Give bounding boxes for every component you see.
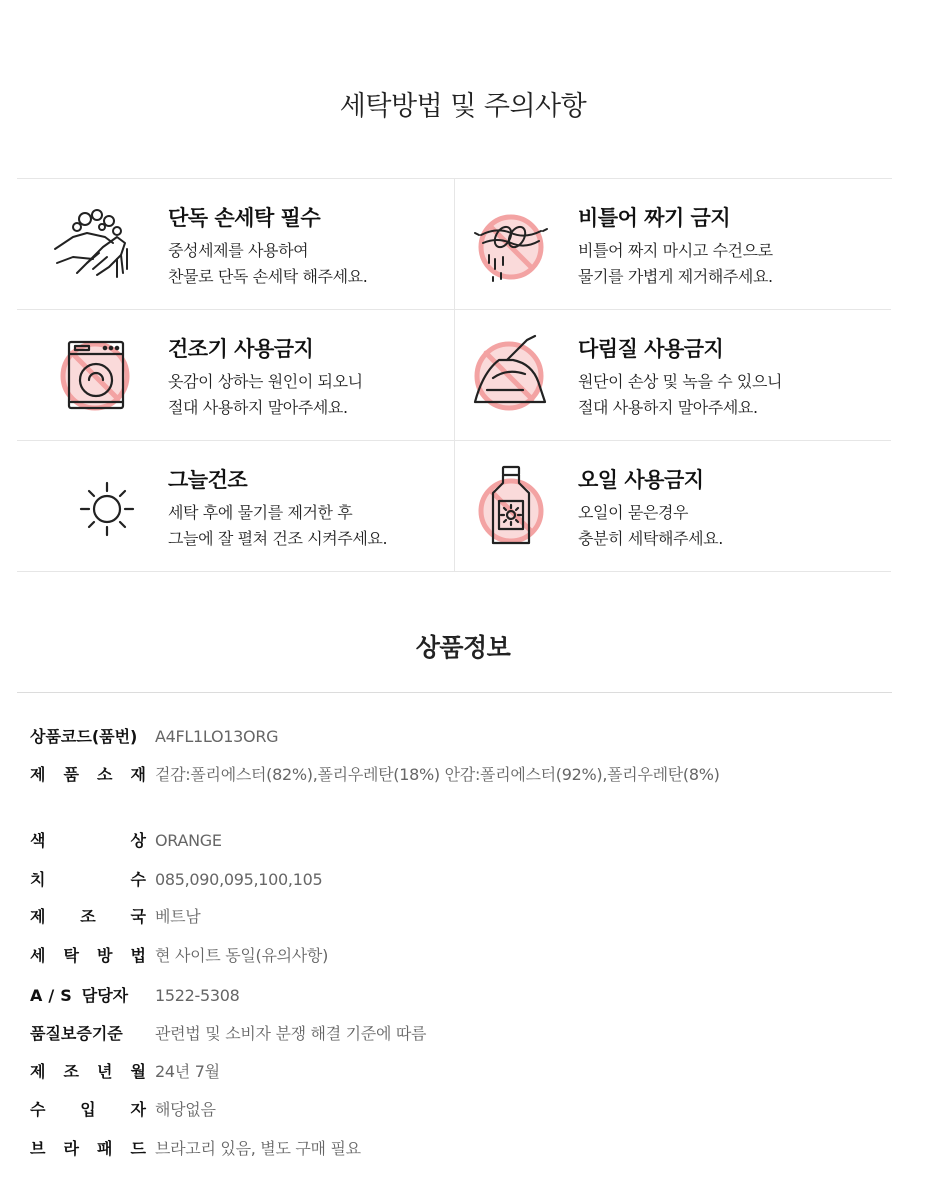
info-label-glyph: 방 [97, 946, 113, 965]
no-oil-icon [463, 459, 559, 555]
care-item-desc-line1: 원단이 손상 및 녹을 수 있으니 [578, 372, 783, 391]
info-label-glyph: 제 [30, 907, 46, 926]
info-label-glyph: 자 [130, 1100, 146, 1119]
info-label-glyph: 수 [30, 1100, 46, 1119]
info-value: 베트남 [155, 907, 201, 926]
info-label-glyph: 드 [130, 1139, 146, 1158]
care-item-heading: 단독 손세탁 필수 [168, 206, 321, 230]
info-label [30, 828, 146, 854]
info-value: 관련법 및 소비자 분쟁 해결 기준에 따름 [155, 1024, 427, 1043]
care-section-title: 세탁방법 및 주의사항 [339, 91, 587, 122]
info-label-glyph: 년 [97, 1062, 113, 1081]
care-instructions-grid [17, 178, 892, 576]
care-item-no-dryer [17, 310, 454, 441]
info-label-glyph: 세 [30, 946, 46, 965]
info-label-glyph: 법 [130, 946, 146, 965]
care-item-heading: 비틀어 짜기 금지 [578, 206, 731, 230]
info-label-glyph: A [30, 986, 43, 1005]
info-label-glyph: 조 [80, 907, 96, 926]
care-item-desc-line2: 찬물로 단독 손세탁 해주세요. [168, 267, 368, 286]
info-label [30, 1059, 146, 1085]
care-item-desc-line1: 옷감이 상하는 원인이 되오니 [168, 372, 363, 391]
care-item-desc-line2: 그늘에 잘 펼쳐 건조 시켜주세요. [168, 529, 388, 548]
info-label [30, 1097, 146, 1123]
hand-wash-icon [47, 197, 143, 293]
info-label [30, 867, 146, 893]
info-value: 1522-5308 [155, 986, 240, 1005]
info-label-glyph: 국 [130, 907, 146, 926]
care-item-heading: 다림질 사용금지 [578, 337, 724, 361]
care-item-no-oil [454, 441, 891, 572]
info-value: A4FL1LO13ORG [155, 727, 279, 746]
product-info-divider [17, 692, 892, 693]
care-item-desc-line2: 물기를 가볍게 제거해주세요. [578, 267, 773, 286]
info-value: 24년 7월 [155, 1062, 220, 1081]
info-label-glyph: 입 [80, 1100, 96, 1119]
care-item-no-wring [454, 179, 891, 310]
info-label-glyph: 상 [130, 831, 146, 850]
info-label [30, 943, 146, 969]
info-label [30, 983, 146, 1009]
info-label-glyph: 브 [30, 1139, 46, 1158]
info-label-glyph: 수 [130, 870, 146, 889]
care-item-desc-line1: 중성세제를 사용하여 [168, 241, 309, 260]
info-label-glyph: 소 [97, 765, 113, 784]
info-label [30, 904, 146, 930]
info-label-glyph: 재 [130, 765, 146, 784]
care-item-desc-line1: 오일이 묻은경우 [578, 503, 689, 522]
info-label-glyph: 제 [30, 1062, 46, 1081]
info-label-glyph: 탁 [63, 946, 79, 965]
info-value: 해당없음 [155, 1100, 216, 1119]
sun-shade-dry-icon [47, 459, 143, 555]
info-label [30, 762, 146, 788]
no-wring-icon [463, 197, 559, 293]
info-label [30, 1136, 146, 1162]
no-dryer-icon [47, 328, 143, 424]
info-label-glyph: 치 [30, 870, 46, 889]
info-label-glyph: 패 [97, 1139, 113, 1158]
info-label-glyph: 라 [63, 1139, 79, 1158]
product-info-title: 상품정보 [415, 633, 511, 662]
care-item-desc-line2: 절대 사용하지 말아주세요. [578, 398, 758, 417]
care-item-heading: 건조기 사용금지 [168, 337, 314, 361]
care-item-desc-line1: 세탁 후에 물기를 제거한 후 [168, 503, 353, 522]
info-label-glyph: 조 [63, 1062, 79, 1081]
info-value: ORANGE [155, 831, 222, 850]
care-item-shade-dry [17, 441, 454, 572]
no-iron-icon [463, 328, 559, 424]
info-label-glyph: S [60, 986, 72, 1005]
care-item-heading: 그늘건조 [168, 468, 248, 492]
info-value: 현 사이트 동일(유의사항) [155, 946, 329, 965]
info-value: 겉감:폴리에스터(82%),폴리우레탄(18%) 안감:폴리에스터(92%),폴리우레탄(8%) [155, 765, 720, 784]
info-label-glyph: 색 [30, 831, 46, 850]
info-label-glyph: 담당자 [81, 986, 129, 1005]
info-label-glyph: 품 [63, 765, 79, 784]
info-value: 브라고리 있음, 별도 구매 필요 [155, 1139, 361, 1158]
care-item-desc-line1: 비틀어 짜지 마시고 수건으로 [578, 241, 773, 260]
care-item-desc-line2: 절대 사용하지 말아주세요. [168, 398, 348, 417]
care-item-hand-wash [17, 179, 454, 310]
info-label-glyph: 월 [130, 1062, 146, 1081]
care-item-no-iron [454, 310, 891, 441]
care-item-desc-line2: 충분히 세탁해주세요. [578, 529, 723, 548]
info-label: 품질보증기준 [30, 1024, 123, 1043]
info-label-glyph: / [48, 986, 55, 1005]
care-item-heading: 오일 사용금지 [578, 468, 704, 492]
info-value: 085,090,095,100,105 [155, 870, 323, 889]
info-label: 상품코드(품번) [30, 727, 138, 746]
info-label-glyph: 제 [30, 765, 46, 784]
